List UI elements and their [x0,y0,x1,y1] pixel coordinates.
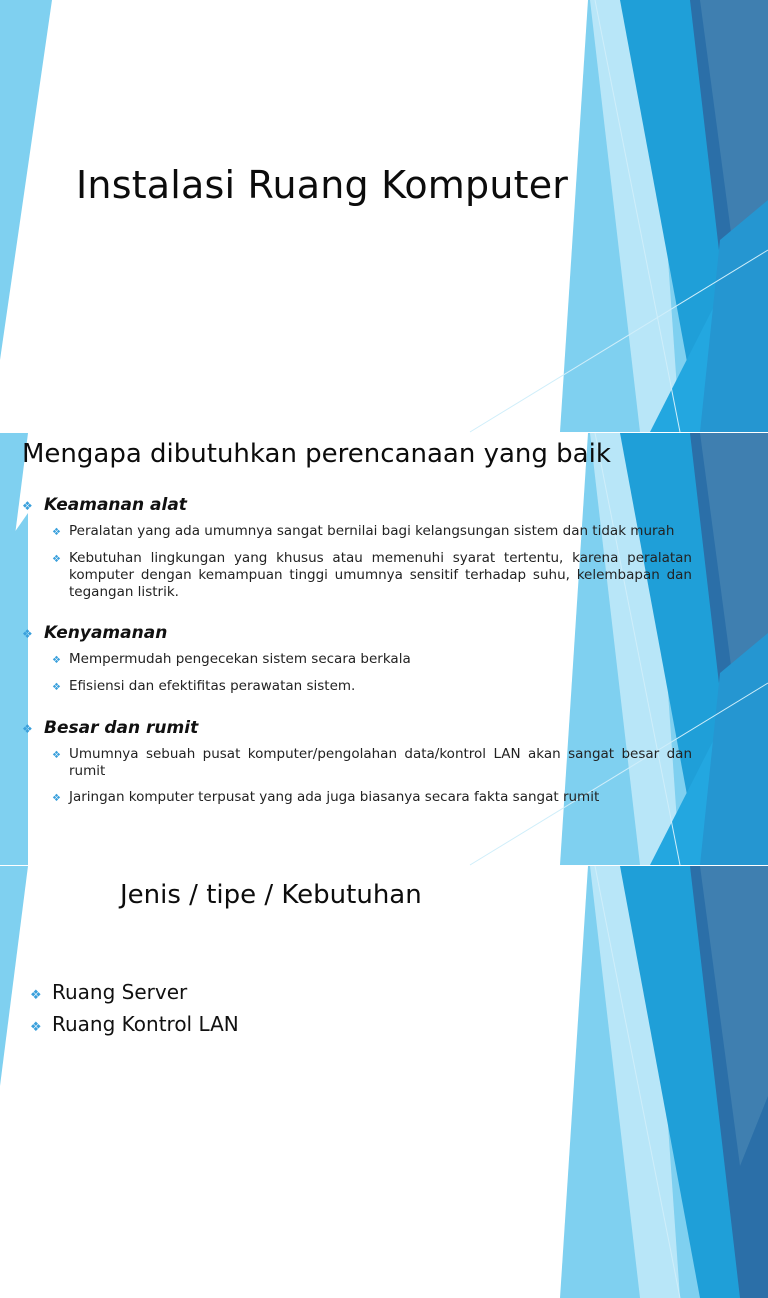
bullet-icon: ❖ [30,1020,42,1035]
list-item [52,651,692,669]
bullet-icon: ❖ [52,793,61,804]
section-heading [22,718,692,738]
section-heading-text: Keamanan alat [44,495,187,515]
bullet-icon: ❖ [52,527,61,538]
section-kenyamanan [22,623,692,696]
section-besar-rumit [22,718,692,807]
slide-heading: Jenis / tipe / Kebutuhan [120,880,422,910]
list-item [52,678,692,696]
slide-heading: Mengapa dibutuhkan perencanaan yang baik [22,439,611,469]
bullet-icon: ❖ [22,722,33,736]
bullet-icon: ❖ [22,499,33,513]
bullet-icon: ❖ [52,750,61,761]
section-heading-text: Besar dan rumit [44,718,199,738]
list-item [52,523,692,541]
bullet-icon: ❖ [52,554,61,565]
list-item [52,746,692,780]
list-item-text: Kebutuhan lingkungan yang khusus atau memenuhi syarat tertentu, karena peralatan komputer dengan kemampuan tinggi umumnya sensitif terhadap suhu, kelembapan dan tegangan listrik. [69,550,692,600]
bullet-list [30,980,239,1044]
list-item [30,1012,239,1036]
bullet-icon: ❖ [22,627,33,641]
list-item-text: Jaringan komputer terpusat yang ada juga biasanya secara fakta sangat rumit [69,789,600,805]
slide-title-text: Instalasi Ruang Komputer [76,163,569,207]
bullet-icon: ❖ [30,988,42,1003]
section-heading [22,495,692,515]
list-item [30,980,239,1004]
section-keamanan [22,495,692,601]
list-item-text: Ruang Server [52,980,188,1004]
list-item [52,789,692,807]
list-item-text: Ruang Kontrol LAN [52,1012,239,1036]
slide-title [0,0,768,432]
section-heading-text: Kenyamanan [44,623,168,643]
bullet-icon: ❖ [52,682,61,693]
slide-decoration [0,866,768,1298]
slide-types [0,866,768,1036]
list-item-text: Efisiensi dan efektifitas perawatan sistem. [69,678,356,694]
bullet-icon: ❖ [52,655,61,666]
bullet-list [22,495,692,829]
section-heading [22,623,692,643]
slide-decoration [0,0,768,432]
list-item-text: Mempermudah pengecekan sistem secara berkala [69,651,411,667]
slide-reasons [0,433,768,865]
list-item [52,550,692,601]
list-item-text: Peralatan yang ada umumnya sangat bernilai bagi kelangsungan sistem dan tidak murah [69,523,675,539]
list-item-text: Umumnya sebuah pusat komputer/pengolahan data/kontrol LAN akan sangat besar dan rumit [69,746,692,779]
